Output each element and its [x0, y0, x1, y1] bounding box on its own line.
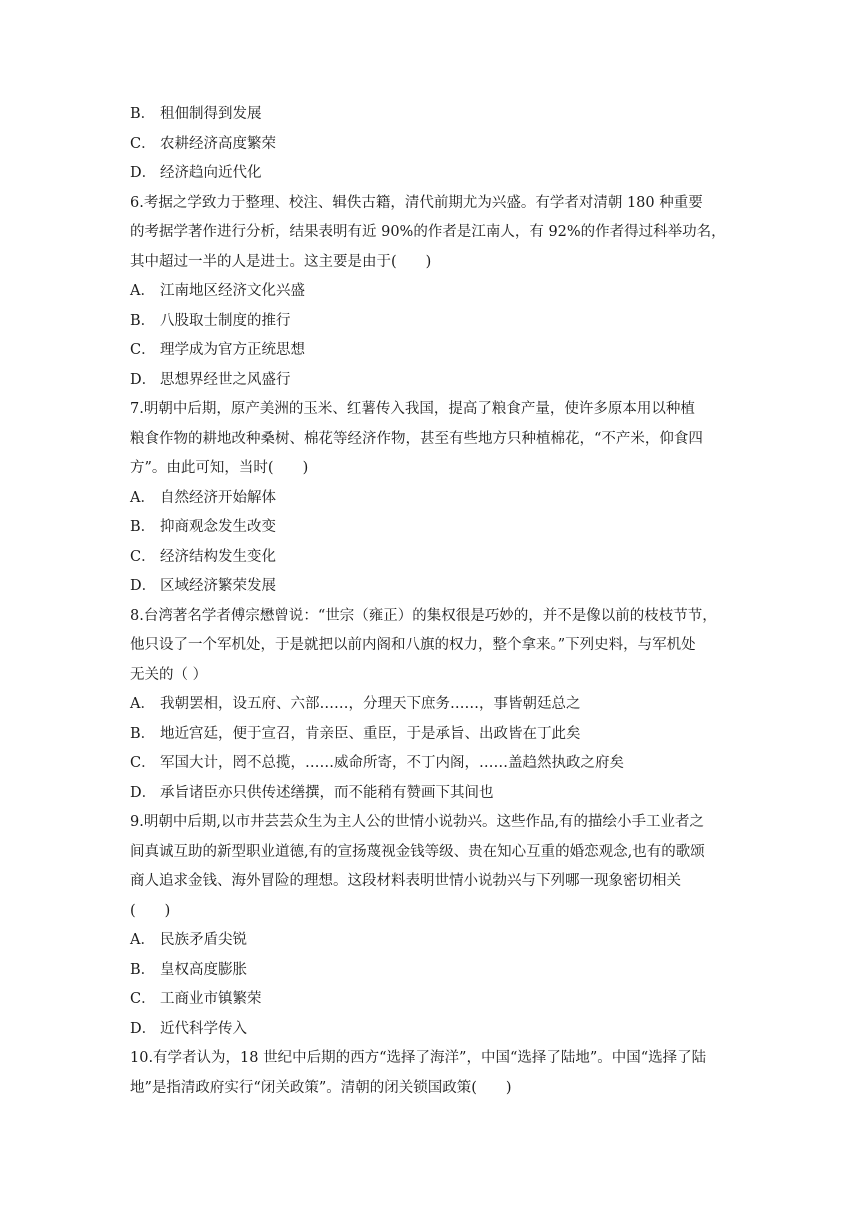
- option-text: 农耕经济高度繁荣: [160, 136, 276, 152]
- option-text: 我朝罢相，设五府、六部……，分理天下庶务……，事皆朝廷总之: [160, 696, 581, 712]
- question-text-line: 粮食作物的耕地改种桑树、棉花等经济作物，甚至有些地方只种植棉花，“不产米，仰食四: [130, 431, 703, 447]
- question-text-line: 其中超过一半的人是进士。这主要是由于( ): [130, 254, 432, 270]
- answer-option: [130, 783, 740, 803]
- option-letter: A．: [130, 283, 155, 299]
- option-text: 抑商观念发生改变: [160, 519, 276, 535]
- option-letter: C．: [130, 755, 156, 771]
- answer-option: [130, 1019, 740, 1039]
- option-text: 理学成为官方正统思想: [160, 342, 305, 358]
- option-text: 地近宫廷，便于宣召，肯亲臣、重臣，于是承旨、出政皆在丁此矣: [160, 726, 581, 742]
- question-text-line: 商人追求金钱、海外冒险的理想。这段材料表明世情小说勃兴与下列哪一现象密切相关: [130, 873, 681, 889]
- option-letter: B．: [130, 519, 156, 535]
- answer-option: [130, 724, 740, 744]
- question-text-line: 他只设了一个军机处，于是就把以前内阁和八旗的权力，整个拿来。”下列史料，与军机处: [130, 637, 696, 653]
- option-letter: D．: [130, 372, 157, 388]
- option-text: 承旨诸臣亦只供传述缮撰，而不能稍有赞画下其间也: [160, 785, 494, 801]
- option-text: 江南地区经济文化兴盛: [160, 283, 305, 299]
- answer-option: [130, 576, 740, 596]
- answer-option: [130, 340, 740, 360]
- question-text-line: 9.明朝中后期,以市井芸芸众生为主人公的世情小说勃兴。这些作品,有的描绘小手工业者之: [130, 814, 705, 830]
- option-letter: D．: [130, 165, 157, 181]
- option-letter: A．: [130, 490, 155, 506]
- option-letter: A．: [130, 696, 155, 712]
- option-text: 自然经济开始解体: [160, 490, 276, 506]
- option-letter: C．: [130, 549, 156, 565]
- answer-option: [130, 517, 740, 537]
- option-letter: B．: [130, 106, 156, 122]
- answer-option: [130, 134, 740, 154]
- option-text: 区域经济繁荣发展: [160, 578, 276, 594]
- option-letter: D．: [130, 578, 157, 594]
- option-text: 近代科学传入: [160, 1021, 247, 1037]
- option-text: 军国大计，罔不总揽，……威命所寄，不丁内阁，……盖趋然执政之府矣: [160, 755, 624, 771]
- option-letter: D．: [130, 785, 157, 801]
- question-text-line: ( ): [130, 903, 171, 919]
- question-text-line: 无关的（ ）: [130, 667, 208, 683]
- question-text-line: 8.台湾著名学者傅宗懋曾说：“世宗（雍正）的集权很是巧妙的，并不是像以前的枝枝节节，: [130, 608, 717, 624]
- question-text-line: 10.有学者认为，18 世纪中后期的西方“选择了海洋”，中国“选择了陆地”。中国“选择了陆: [130, 1050, 707, 1066]
- answer-option: [130, 370, 740, 390]
- option-letter: C．: [130, 342, 156, 358]
- question-text-line: 方”。由此可知，当时( ): [130, 460, 309, 476]
- option-text: 民族矛盾尖锐: [160, 932, 247, 948]
- option-letter: B．: [130, 313, 156, 329]
- answer-option: [130, 930, 740, 950]
- answer-option: [130, 104, 740, 124]
- question-text-line: 地”是指清政府实行“闭关政策”。清朝的闭关锁国政策( ): [130, 1080, 512, 1096]
- answer-option: [130, 281, 740, 301]
- option-letter: A．: [130, 932, 155, 948]
- answer-option: [130, 989, 740, 1009]
- option-letter: D．: [130, 1021, 157, 1037]
- option-text: 经济结构发生变化: [160, 549, 276, 565]
- answer-option: [130, 960, 740, 980]
- option-text: 皇权高度膨胀: [160, 962, 247, 978]
- answer-option: [130, 163, 740, 183]
- option-text: 经济趋向近代化: [160, 165, 262, 181]
- option-text: 八股取士制度的推行: [160, 313, 291, 329]
- question-text-line: 的考据学著作进行分析，结果表明有近 90%的作者是江南人，有 92%的作者得过科举功名，: [130, 224, 726, 240]
- question-text-line: 间真诚互助的新型职业道德,有的宣扬蔑视金钱等级、贵在知心互重的婚恋观念,也有的歌颂: [130, 844, 705, 860]
- answer-option: [130, 311, 740, 331]
- question-text-line: 7.明朝中后期，原产美洲的玉米、红薯传入我国，提高了粮食产量，使许多原本用以种植: [130, 401, 695, 417]
- option-text: 租佃制得到发展: [160, 106, 262, 122]
- option-text: 工商业市镇繁荣: [160, 991, 262, 1007]
- answer-option: [130, 694, 740, 714]
- option-letter: B．: [130, 962, 156, 978]
- answer-option: [130, 547, 740, 567]
- option-letter: B．: [130, 726, 156, 742]
- option-letter: C．: [130, 991, 156, 1007]
- answer-option: [130, 488, 740, 508]
- question-text-line: 6.考据之学致力于整理、校注、辑佚古籍，清代前期尤为兴盛。有学者对清朝 180 种重要: [130, 195, 703, 211]
- answer-option: [130, 753, 740, 773]
- option-text: 思想界经世之风盛行: [160, 372, 291, 388]
- option-letter: C．: [130, 136, 156, 152]
